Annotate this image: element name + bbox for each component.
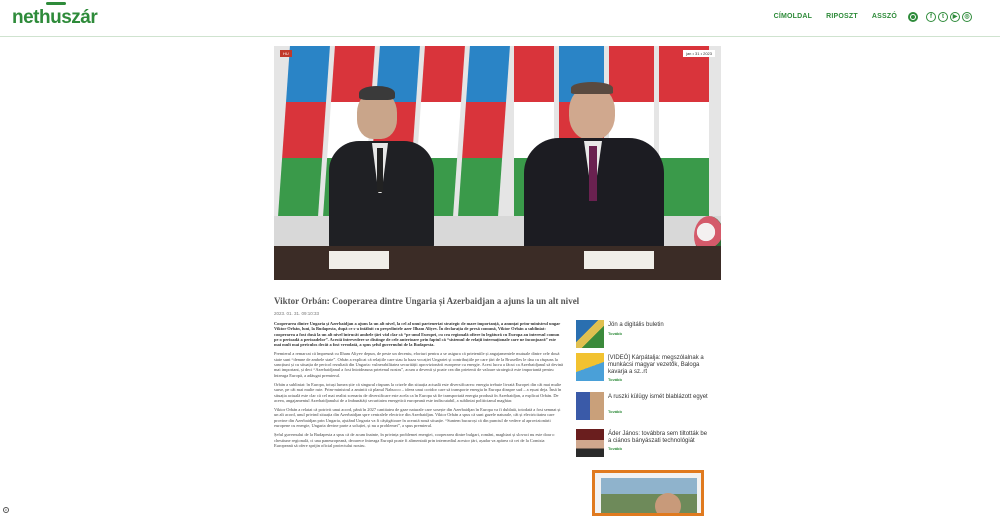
- article-paragraph: Premierul a remarcat că împreună cu Ilham Aliyev depun, de peste un deceniu, eforturi pentru a se asigura că prieteniile și angajamentele mutuale dintre cele două state sunt “demne de ambele state”. Orbán a explicat că relațiile care stau la baza vocației Ungariei și contribuțiile pe care țări de la Bruxelles le dau cu răspuns la sancțiuni și cu situația de pericol rezultată din Ungaria: vulnerabilitatea securității aprovizionării europene cu energie. Acest lucru a făcut ca Azerbaidjanul să devină mai important, și deci “Azerbaidjanul a fost întotdeauna prietenul nostru”, acum a devenit și poate cea din prietenii de valoare strategică este importantă pentru întreaga Europă, a adăugat premierul.: [274, 351, 563, 378]
- logo-text: nethuszár: [12, 7, 98, 28]
- article-paragraph: Șeful guvernului de la Budapesta a spus că de acum înainte, în privința problemei energiei, cooperarea dintre bulgari, români, maghiari și slovaci nu este doar o chestiune regională, ci una paneuropeană, deoarece întreaga Europă poate fi alimentată prin intermediul acestor țări, așadar va apărea că cei de la Comisia Europeană să ofere sprijin oficial proiectului nostru.: [274, 432, 555, 448]
- sidebar-more-link[interactable]: Tovább: [608, 446, 622, 451]
- sidebar-item[interactable]: [576, 320, 706, 350]
- hero-date-badge: jan • 31 • 2023: [683, 50, 715, 57]
- article-body: [274, 321, 564, 452]
- sidebar-more-link[interactable]: Tovább: [608, 331, 622, 336]
- hero-image[interactable]: [274, 46, 721, 280]
- sidebar-thumbnail[interactable]: [576, 353, 604, 381]
- promo-banner[interactable]: [592, 470, 704, 516]
- sidebar-item-title[interactable]: A ruszki külügy ismét blablázott egyet: [608, 394, 708, 400]
- sidebar-thumbnail[interactable]: [576, 429, 604, 457]
- site-logo[interactable]: [12, 7, 97, 29]
- site-header: [0, 0, 1000, 37]
- article-paragraph: Orbán a subliniat: în Europa, totuși lumea știe că singurul răspuns la crizele din situația actuală este diversificarea: energia trebuie livrată Europei din cât mai multe surse, pe cât mai multe rute. Prim-ministrul a amintit că planul Nabucco – ideea unui coridor care să transporte energia în Europa dinspre sud – a eșuat deja. Însă în situația actuală este clar că cel mai realist scenariu de diversificare este acela ca în Europa să fie transportată energia produsă în Azerbaidjan, a explicat Orbán. De aceea, angajamentul Azerbaidjanului de a îmbunătăți securitatea energetică europeană este indiscutabil, a subliniat politicianul maghiar.: [274, 381, 562, 403]
- nav-riposzt[interactable]: RIPOSZT: [826, 13, 858, 20]
- nav-asszo[interactable]: ASSZÓ: [871, 13, 897, 20]
- sidebar-item-title[interactable]: [VIDEÓ] Kárpátalja: megszólalnak a munkácsi magyar vezetők, Baloga kavarja a sz..rt: [608, 355, 704, 375]
- sidebar-more-link[interactable]: Tovább: [608, 409, 622, 414]
- logo-sword-icon: [46, 2, 66, 5]
- article-date: 2023. 01. 31. 09:10:33: [274, 311, 320, 316]
- sidebar-item[interactable]: [576, 429, 706, 459]
- social-links: [926, 12, 972, 22]
- sidebar-item-title[interactable]: Áder János: továbbra sem tiltották be a ciános bányászati technológiát: [608, 431, 708, 444]
- copyright-icon: c: [5, 507, 7, 512]
- main-nav: [774, 13, 897, 20]
- article-lead: Cooperarea dintre Ungaria și Azerbaidjan a ajuns la un alt nivel, la cel al unui parteneriat strategic de mare importanță, a anunțat prim-ministrul ungar Viktor Orbán, luni, la Budapesta, după ce s-a întâlnit cu președintele azer Ilham Aliyev. În declarația de presă comună, Viktor Orbán a subliniat: cooperarea a fost dusă la un alt nivel întrucât ambele țări văd clar că “pe unul Europei, cu cea regională ofiere în legătură cu Europa au interesul comun pe o perioadă a perioadelor”. Acestă întrevedere se distinge de cele anterioare prin faptul că “sistemul de relații internaționale care ne înconjoară” este mai mult mai periculos decât a fost vreodată, a spus șeful guvernului de la Budapesta.: [274, 321, 561, 348]
- instagram-icon[interactable]: ◎: [962, 12, 972, 22]
- nav-cimoldal[interactable]: CÍMOLDAL: [773, 13, 813, 20]
- sidebar-thumbnail[interactable]: [576, 320, 604, 348]
- article-paragraph: Viktor Orbán a relatat că potrivit unui acord, până în 2027 cantitatea de gaze naturale care sosește din Azerbaidjan în Europa va fi dublată, totodată a fost semnat și un alt acord, unul privind situația din Azerbaidjan spre centralele electrice din Azerbaidjan. Viktor Orbán a spus că sunt gazele naturale, cât și electricitatea care provine din Azerbaidjan prin Ungaria, ajutând Ungaria va fi câștigătoare în această nouă situație. “Suntem bucuroși că din punctul de vedere al aprovizionării europene cu energie, Ungaria devine parte a soluției, și nu a problemei”, a spus premierul.: [274, 407, 561, 429]
- sidebar-item-title[interactable]: Jön a digitális buletin: [608, 322, 664, 328]
- twitter-icon[interactable]: t: [938, 12, 948, 22]
- facebook-icon[interactable]: f: [926, 12, 936, 22]
- sidebar-thumbnail[interactable]: [576, 392, 604, 420]
- search-icon[interactable]: [908, 12, 918, 22]
- youtube-icon[interactable]: ▶: [950, 12, 960, 22]
- sidebar-more-link[interactable]: Tovább: [608, 377, 622, 382]
- sidebar-item[interactable]: [576, 353, 706, 383]
- category-badge: HU: [280, 50, 292, 57]
- article-title: Viktor Orbán: Cooperarea dintre Ungaria și Azerbaidjan a ajuns la un alt nivel: [274, 296, 580, 306]
- sidebar-item[interactable]: [576, 392, 706, 422]
